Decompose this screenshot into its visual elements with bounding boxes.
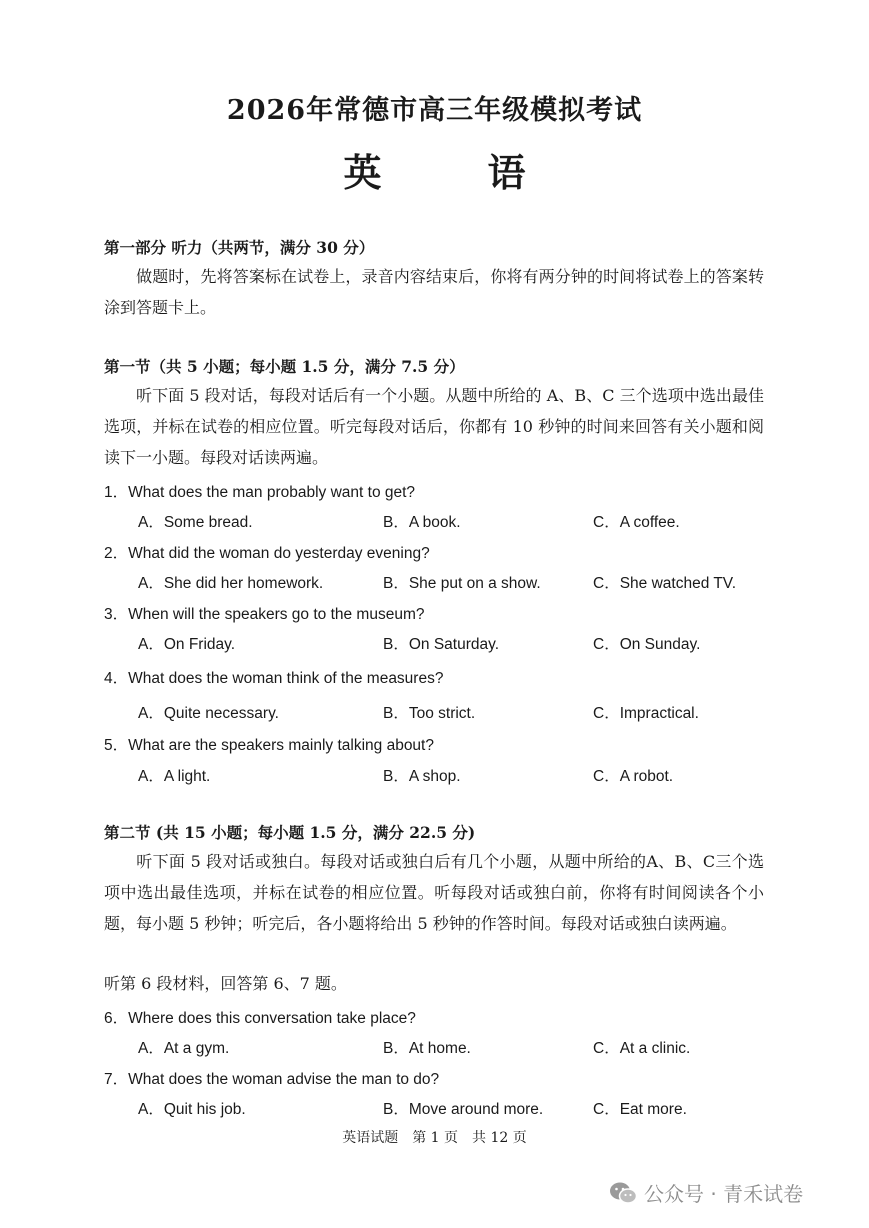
subject-title: 英 语 (343, 150, 560, 195)
exam-title: 2026年常德市高三年级模拟考试 (226, 95, 643, 126)
option-b: B．On Saturday. (383, 636, 500, 653)
option-c: C．At a clinic. (593, 1040, 691, 1057)
option-b: B．Move around more. (383, 1101, 544, 1118)
option-a: A．Some bread. (138, 514, 253, 531)
section1-heading: 第一节（共 5 小题；每小题 1.5 分，满分 7.5 分） (104, 357, 465, 376)
watermark-text: 公众号 · 青禾试卷 (644, 1182, 804, 1206)
option-a: A．Quite necessary. (138, 705, 279, 722)
option-c: C．Impractical. (593, 705, 699, 722)
option-a: A．At a gym. (138, 1040, 230, 1057)
option-c: C．A robot. (593, 768, 674, 785)
part1-heading: 第一部分 听力（共两节，满分 30 分） (104, 238, 375, 257)
question-stem: 3．When will the speakers go to the museum? (104, 606, 425, 623)
question-stem: 2．What did the woman do yesterday evening? (104, 545, 430, 562)
watermark (608, 1178, 803, 1207)
option-a: A．She did her homework. (138, 575, 324, 592)
part1-instructions: 做题时，先将答案标在试卷上，录音内容结束后，你将有两分钟的时间将试卷上的答案转涂到答题卡上。 (104, 267, 764, 317)
option-b: B．Too strict. (383, 705, 476, 722)
wechat-icon (608, 1180, 638, 1206)
question-stem: 4．What does the woman think of the measures? (104, 670, 444, 687)
option-c: C．She watched TV. (593, 575, 737, 592)
option-b: B．At home. (383, 1040, 471, 1057)
option-c: C．A coffee. (593, 514, 680, 531)
option-c: C．On Sunday. (593, 636, 701, 653)
material-note: 听第 6 段材料，回答第 6、7 题。 (104, 974, 347, 993)
question-stem: 1．What does the man probably want to get? (104, 484, 416, 501)
option-a: A．On Friday. (138, 636, 236, 653)
option-a: A．A light. (138, 768, 211, 785)
question-stem: 7．What does the woman advise the man to do? (104, 1071, 440, 1088)
question-stem: 5．What are the speakers mainly talking about? (104, 737, 434, 754)
option-a: A．Quit his job. (138, 1101, 246, 1118)
section2-instructions: 听下面 5 段对话或独白。每段对话或独白后有几个小题，从题中所给的A、B、C三个选项中选出最佳选项，并标在试卷的相应位置。听每段对话或独白前，你将有时间阅读各个小题，每小题 5 秒钟；听完后，各小题将给出 5 秒钟的作答时间。每段对话或独白读两遍。 (104, 852, 764, 933)
option-c: C．Eat more. (593, 1101, 687, 1118)
section1-instructions: 听下面 5 段对话，每段对话后有一个小题。从题中所给的 A、B、C 三个选项中选出最佳选项，并标在试卷的相应位置。听完每段对话后，你都有 10 秒钟的时间来回答有关小题和阅读下一小题。每段对话读两遍。 (104, 386, 764, 467)
page-footer: 英语试题 第 1 页 共 12 页 (342, 1130, 527, 1146)
section2-heading: 第二节 (共 15 小题；每小题 1.5 分，满分 22.5 分) (104, 823, 476, 842)
option-b: B．A book. (383, 514, 461, 531)
option-b: B．A shop. (383, 768, 461, 785)
option-b: B．She put on a show. (383, 575, 541, 592)
question-stem: 6．Where does this conversation take place? (104, 1010, 416, 1027)
